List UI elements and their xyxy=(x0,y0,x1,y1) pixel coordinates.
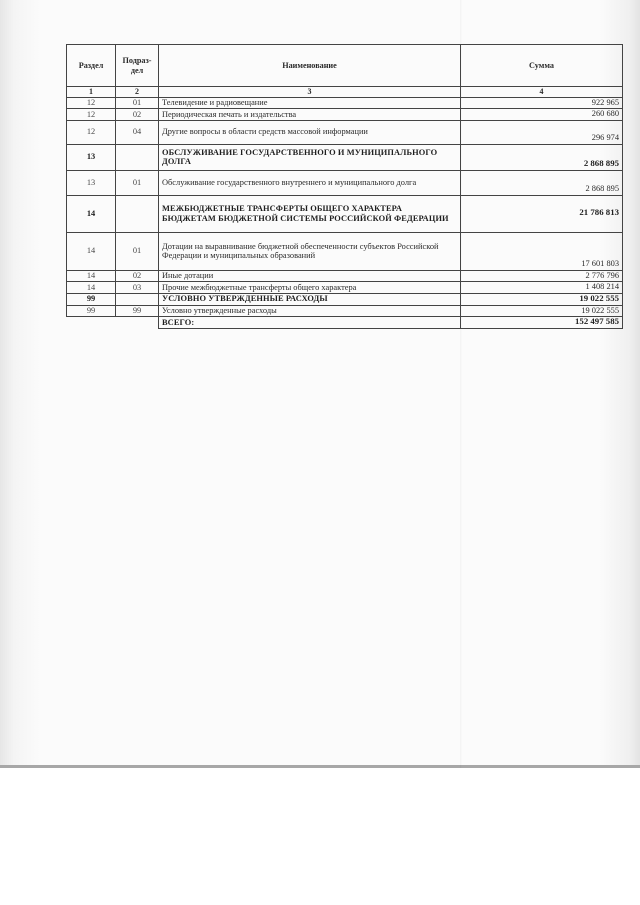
subsection-cell: 02 xyxy=(116,270,159,282)
name-cell: Прочие межбюджетные трансферты общего характера xyxy=(159,282,461,294)
budget-table xyxy=(66,44,623,329)
section-cell: 14 xyxy=(67,270,116,282)
index-cell: 2 xyxy=(116,87,159,98)
table-row xyxy=(67,270,623,282)
amount-cell: 2 776 796 xyxy=(461,270,623,282)
header-subsection: Подраз-дел xyxy=(116,45,159,87)
section-cell: 13 xyxy=(67,144,116,170)
name-cell: Телевидение и радиовещание xyxy=(159,97,461,109)
table-row xyxy=(67,170,623,195)
empty-cell xyxy=(116,317,159,329)
table-row xyxy=(67,97,623,109)
section-cell: 14 xyxy=(67,195,116,232)
amount-cell: 2 868 895 xyxy=(461,144,623,170)
section-cell: 99 xyxy=(67,305,116,317)
table-row xyxy=(67,109,623,121)
header-amount: Сумма xyxy=(461,45,623,87)
index-cell: 3 xyxy=(159,87,461,98)
name-cell: МЕЖБЮДЖЕТНЫЕ ТРАНСФЕРТЫ ОБЩЕГО ХАРАКТЕРА БЮДЖЕТАМ БЮДЖЕТНОЙ СИСТЕМЫ РОССИЙСКОЙ ФЕДЕРАЦИИ xyxy=(159,195,461,232)
subsection-cell: 03 xyxy=(116,282,159,294)
header-section: Раздел xyxy=(67,45,116,87)
header-row xyxy=(67,45,623,87)
subsection-cell: 99 xyxy=(116,305,159,317)
table-row xyxy=(67,232,623,270)
subsection-cell xyxy=(116,144,159,170)
section-cell: 14 xyxy=(67,232,116,270)
name-cell: Условно утвержденные расходы xyxy=(159,305,461,317)
amount-cell: 260 680 xyxy=(461,109,623,121)
section-cell: 12 xyxy=(67,109,116,121)
name-cell: ОБСЛУЖИВАНИЕ ГОСУДАРСТВЕННОГО И МУНИЦИПАЛЬНОГО ДОЛГА xyxy=(159,144,461,170)
table-row xyxy=(67,144,623,170)
amount-cell: 17 601 803 xyxy=(461,232,623,270)
amount-cell: 19 022 555 xyxy=(461,305,623,317)
index-cell: 1 xyxy=(67,87,116,98)
subsection-cell xyxy=(116,195,159,232)
amount-cell: 21 786 813 xyxy=(461,195,623,232)
section-cell: 12 xyxy=(67,120,116,144)
total-label: ВСЕГО: xyxy=(159,317,461,329)
subsection-cell: 01 xyxy=(116,97,159,109)
amount-cell: 922 965 xyxy=(461,97,623,109)
name-cell: Обслуживание государственного внутреннего и муниципального долга xyxy=(159,170,461,195)
index-row xyxy=(67,87,623,98)
amount-cell: 19 022 555 xyxy=(461,293,623,305)
amount-cell: 1 408 214 xyxy=(461,282,623,294)
header-name: Наименование xyxy=(159,45,461,87)
table-row xyxy=(67,282,623,294)
section-cell: 99 xyxy=(67,293,116,305)
amount-cell: 2 868 895 xyxy=(461,170,623,195)
subsection-cell xyxy=(116,293,159,305)
table-row xyxy=(67,120,623,144)
subsection-cell: 01 xyxy=(116,232,159,270)
table-row xyxy=(67,305,623,317)
name-cell: Периодическая печать и издательства xyxy=(159,109,461,121)
subsection-cell: 01 xyxy=(116,170,159,195)
name-cell: Иные дотации xyxy=(159,270,461,282)
name-cell: Дотации на выравнивание бюджетной обеспеченности субъектов Российской Федерации и муниципальных образований xyxy=(159,232,461,270)
name-cell: Другие вопросы в области средств массовой информации xyxy=(159,120,461,144)
total-row xyxy=(67,317,623,329)
subsection-cell: 02 xyxy=(116,109,159,121)
section-cell: 14 xyxy=(67,282,116,294)
name-cell: УСЛОВНО УТВЕРЖДЕННЫЕ РАСХОДЫ xyxy=(159,293,461,305)
total-amount: 152 497 585 xyxy=(461,317,623,329)
table-row xyxy=(67,293,623,305)
subsection-cell: 04 xyxy=(116,120,159,144)
table-row xyxy=(67,195,623,232)
index-cell: 4 xyxy=(461,87,623,98)
amount-cell: 296 974 xyxy=(461,120,623,144)
empty-cell xyxy=(67,317,116,329)
section-cell: 12 xyxy=(67,97,116,109)
section-cell: 13 xyxy=(67,170,116,195)
